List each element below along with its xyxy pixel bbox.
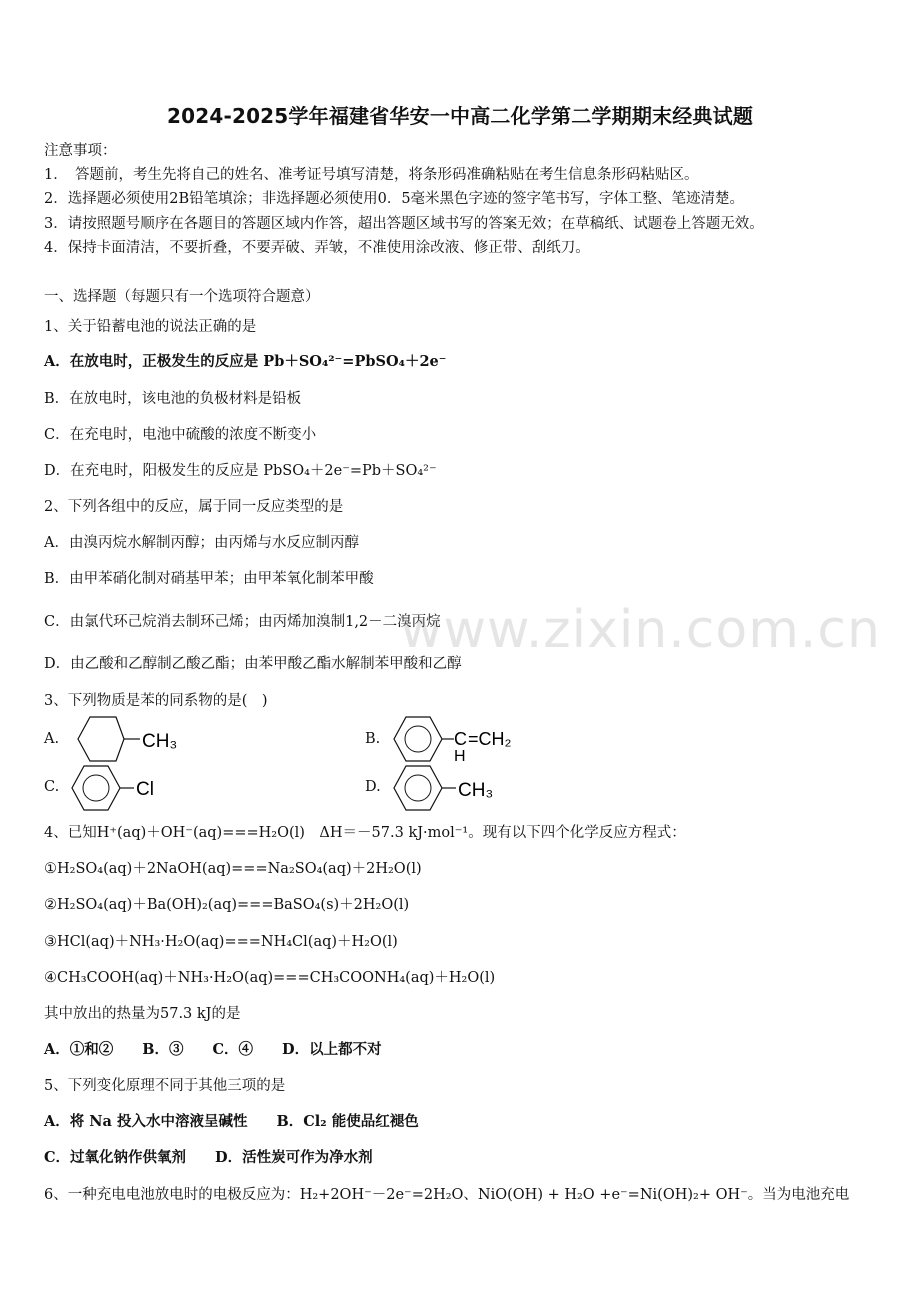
structure-d-substituent: CH₃ [458,780,494,801]
question-1-stem: 1、关于铅蓄电池的说法正确的是 [44,319,257,335]
watermark: www.zixin.com.cn [400,600,881,660]
section-heading: 一、选择题（每题只有一个选项符合题意） [44,289,320,305]
question-1-option-a: A．在放电时，正极发生的反应是 Pb＋SO₄²⁻=PbSO₄＋2e⁻ [44,353,447,370]
question-5-options-cd: C．过氧化钠作供氧剂 D．活性炭可作为净水剂 [44,1149,373,1166]
notice-item-4: 4．保持卡面清洁，不要折叠，不要弄破、弄皱，不准使用涂改液、修正带、刮纸刀。 [44,240,590,256]
question-4-equation-1: ①H₂SO₄(aq)＋2NaOH(aq)===Na₂SO₄(aq)＋2H₂O(l) [44,861,422,877]
structure-b-carbon: C [454,729,467,749]
notice-item-1: 1． 答题前，考生先将自己的姓名、准考证号填写清楚，将条形码准确粘贴在考生信息条形码粘贴区。 [44,167,699,183]
question-5-options-ab: A．将 Na 投入水中溶液呈碱性 B．Cl₂ 能使品红褪色 [44,1113,419,1130]
notice-item-3: 3．请按照题号顺序在各题目的答题区域内作答，超出答题区域书写的答案无效；在草稿纸、试题卷上答题无效。 [44,216,764,232]
notice-item-2: 2．选择题必须使用2B铅笔填涂；非选择题必须使用0．5毫米黑色字迹的签字笔书写，字体工整、笔迹清楚。 [44,191,745,207]
question-4-equation-3: ③HCl(aq)＋NH₃·H₂O(aq)===NH₄Cl(aq)＋H₂O(l) [44,934,398,950]
question-4-stem: 4、已知H⁺(aq)＋OH⁻(aq)===H₂O(l) ΔH＝－57.3 kJ·mol⁻¹。现有以下四个化学反应方程式： [44,825,686,841]
question-6-stem: 6、一种充电电池放电时的电极反应为：H₂+2OH⁻－2e⁻=2H₂O、NiO(OH) + H₂O +e⁻=Ni(OH)₂+ OH⁻。当为电池充电 [44,1187,850,1203]
question-4-ask: 其中放出的热量为57.3 kJ的是 [44,1006,241,1022]
structure-c-substituent: Cl [136,779,154,800]
structure-b-hydrogen: H [454,748,466,765]
question-1-option-c: C．在充电时，电池中硫酸的浓度不断变小 [44,427,317,443]
question-4-options: A．①和② B．③ C．④ D．以上都不对 [44,1041,382,1058]
structure-b-substituent: =CH₂ [468,729,512,749]
question-4-equation-2: ②H₂SO₄(aq)＋Ba(OH)₂(aq)===BaSO₄(s)＋2H₂O(l) [44,897,410,913]
question-5-stem: 5、下列变化原理不同于其他三项的是 [44,1078,286,1094]
question-1-option-b: B．在放电时，该电池的负极材料是铅板 [44,391,302,407]
question-3-label-a: A. [44,731,60,747]
question-2-stem: 2、下列各组中的反应，属于同一反应类型的是 [44,499,344,515]
question-1-option-d: D．在充电时，阳极发生的反应是 PbSO₄＋2e⁻=Pb＋SO₄²⁻ [44,463,437,479]
notice-heading: 注意事项： [44,143,117,159]
question-3-label-d: D. [365,779,381,795]
question-2-option-c: C．由氯代环己烷消去制环己烯；由丙烯加溴制1,2－二溴丙烷 [44,614,441,630]
styrene-structure [388,713,528,765]
question-3-label-b: B. [365,731,381,747]
toluene-structure [388,762,508,814]
question-2-option-b: B．由甲苯硝化制对硝基甲苯；由甲苯氧化制苯甲酸 [44,571,374,587]
methylcyclohexane-structure [68,713,188,765]
question-2-option-d: D．由乙酸和乙醇制乙酸乙酯；由苯甲酸乙酯水解制苯甲酸和乙醇 [44,656,462,672]
question-3-label-c: C. [44,779,60,795]
page-title: 2024-2025学年福建省华安一中高二化学第二学期期末经典试题 [166,104,754,128]
question-4-equation-4: ④CH₃COOH(aq)＋NH₃·H₂O(aq)===CH₃COONH₄(aq)＋H₂O(l) [44,970,496,986]
chlorobenzene-structure [68,762,178,814]
question-3-stem: 3、下列物质是苯的同系物的是( ) [44,693,268,709]
structure-a-substituent: CH₃ [142,731,178,752]
question-2-option-a: A．由溴丙烷水解制丙醇；由丙烯与水反应制丙醇 [44,535,359,551]
